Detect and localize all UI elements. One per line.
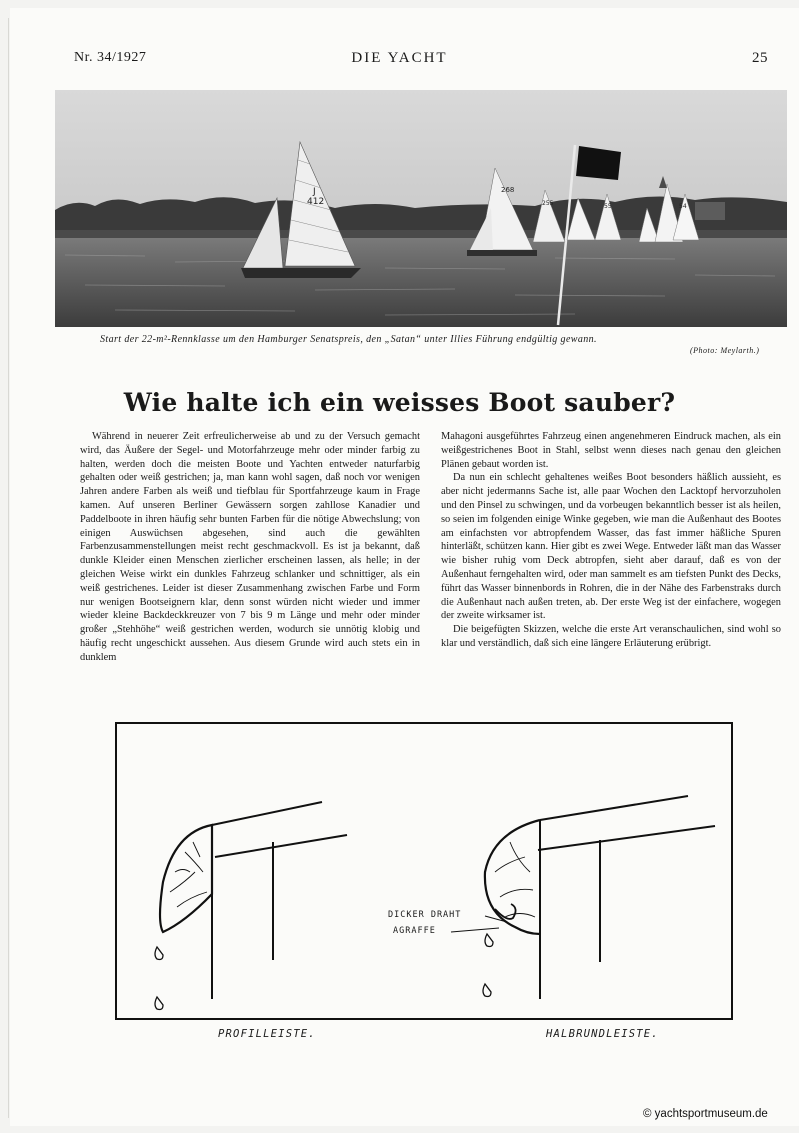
sketch-label-profile: PROFILLEISTE.	[218, 1028, 316, 1040]
paragraph: Während in neuerer Zeit erfreulicherweise ab und zu der Versuch gemacht wird, das Äußere der Segel- und Motorfahrzeuge mehr oder minder farbig zu halten, werden doch die meisten Boote und Yachten entweder naturfarbig gehalten oder weiß gestrichen; ja, man kann wohl sagen, daß noch vor wenigen Jahren andere Farben als weiß und tiefblau für Sportfahrzeuge kaum in Frage kamen. Auf unseren Berliner Gewässern sorgen zahllose Kanadier und Paddelboote in ihren häufig sehr bunten Farben für die nötige Abwechslung; von einigen Auswüchsen abgesehen, sind auch die gewählten Farbenzusammenstellungen meist recht geschmackvoll. Es ist ja bekannt, daß dunkle Kleider einen Menschen zierlicher erscheinen lassen, als helle; in der gleichen Weise wirkt ein dunkles Fahrzeug schlanker und schnittiger, als ein weiß gestrichenes. Leider ist dieser Zusammenhang zwischen Farbe und Form nur wenigen Bootseignern klar, denn sonst würden nicht wieder und immer wieder kleine Backdeckkreuzer von 7 bis 9 m Länge und mehr oder minder großer „Stehhöhe“ weiß gestrichen werden, wodurch sie unnötig klobig und häufig recht ungeschickt aussehen. Aus diesem Grunde wird auch stets ein in dunklem	[80, 431, 420, 663]
photo-caption: Start der 22-m²-Rennklasse um den Hamburger Senatspreis, den „Satan“ unter Illies Führung endgültig gewann.	[100, 334, 597, 345]
svg-text:255: 255	[542, 200, 554, 207]
sketch-annotation-wire: DICKER DRAHT	[388, 910, 462, 920]
photo-credit: (Photo: Meylarth.)	[690, 346, 760, 355]
svg-text:55: 55	[604, 203, 612, 210]
svg-text:54: 54	[679, 203, 687, 210]
watermark: © yachtsportmuseum.de	[643, 1108, 768, 1120]
page-margin-line	[8, 18, 9, 1118]
sketch-annotation-clip: AGRAFFE	[393, 926, 436, 936]
issue-number: Nr. 34/1927	[74, 50, 147, 65]
article-title: Wie halte ich ein weisses Boot sauber?	[123, 388, 676, 417]
magazine-title: DIE YACHT	[351, 50, 448, 66]
sketch-label-half-round: HALBRUNDLEISTE.	[546, 1028, 659, 1040]
page-number: 25	[752, 50, 768, 66]
svg-text:268: 268	[501, 186, 515, 194]
paragraph: Da nun ein schlecht gehaltenes weißes Boot besonders häßlich aussieht, es aber nicht jedermanns Sache ist, alle paar Wochen den Lacktopf hervorzuholen und den Pinsel zu schwingen, und da vorbeugen bekanntlich besser ist als heilen, so seien im folgenden einige Winke gegeben, wie man die Außenhaut des Bootes am einfachsten vor abtropfendem Wasser, das fast immer häßliche Spuren hinterläßt, schützen kann. Hier gibt es zwei Wege. Entweder läßt man das Wasser wie bisher ruhig vom Deck abtropfen, sieht aber darauf, daß es von der Außenhaut ferngehalten wird, oder man sammelt es am tiefsten Punkt des Decks, führt das Wasser binnenbords in Rohren, die in der Nähe des Farbenstraks durch die Außenhaut nach außen treten, ab. Der erste Weg ist der einfachere, wogegen der zweite wirksamer ist.	[441, 472, 781, 622]
svg-text:J: J	[313, 187, 316, 197]
hull-profile-sketch	[115, 722, 733, 1020]
regatta-photo	[55, 90, 787, 327]
article-column-right	[441, 430, 781, 651]
paragraph: Mahagoni ausgeführtes Fahrzeug einen angenehmeren Eindruck machen, als ein weißgestrichenes Boot in Stahl, selbst wenn dieses nach genau den gleichen Plänen gebaut worden ist.	[441, 431, 781, 470]
svg-text:412: 412	[307, 197, 325, 207]
article-column-left	[80, 430, 420, 665]
paragraph: Die beigefügten Skizzen, welche die erste Art veranschaulichen, sind wohl so klar und verständlich, daß sich eine längere Erläuterung erübrigt.	[441, 624, 781, 649]
